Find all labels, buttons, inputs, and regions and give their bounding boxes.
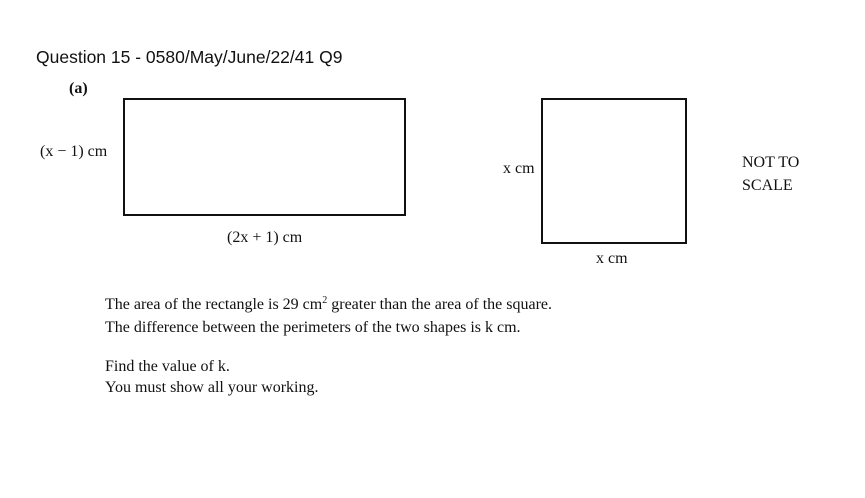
question-header: Question 15 - 0580/May/June/22/41 Q9 [36, 47, 343, 67]
statement-line1 [105, 294, 552, 317]
rectangle-shape [123, 98, 406, 216]
statement-line2: The difference between the perimeters of the two shapes is k cm. [105, 319, 521, 336]
square-side-label-bottom: x cm [596, 250, 628, 267]
not-to-scale-note [742, 151, 799, 197]
not-to-scale-line2: SCALE [742, 177, 793, 194]
question-statement [105, 294, 552, 338]
rectangle-width-label: (2x + 1) cm [227, 229, 303, 246]
part-label: (a) [69, 80, 88, 97]
not-to-scale-line1: NOT TO [742, 154, 800, 171]
square-shape [541, 98, 687, 244]
statement-line1-text: The area of the rectangle is 29 cm [105, 296, 323, 313]
statement-superscript: 2 [322, 295, 328, 306]
square-side-label-left: x cm [503, 160, 535, 177]
question-task [105, 356, 319, 398]
task-line2: You must show all your working. [105, 379, 319, 396]
statement-line1-rest: greater than the area of the square. [327, 296, 552, 313]
task-line1: Find the value of k. [105, 358, 230, 375]
rectangle-height-label: (x − 1) cm [40, 143, 108, 160]
